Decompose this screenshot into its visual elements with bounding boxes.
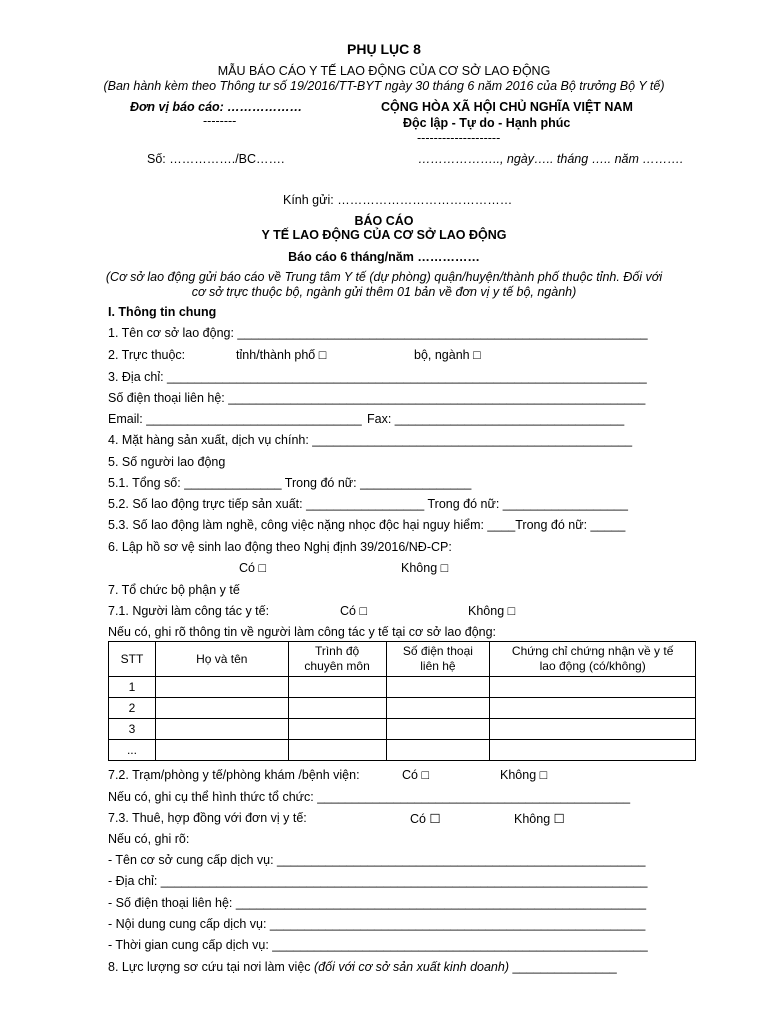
- cell-name[interactable]: [155, 719, 288, 740]
- table-row: [109, 698, 696, 719]
- hygiene-records-label: 6. Lập hồ sơ vệ sinh lao động theo Nghị định 39/2016/NĐ-CP:: [108, 540, 452, 554]
- cell-qualification[interactable]: [288, 677, 386, 698]
- instruction-line-2: cơ sở trực thuộc bộ, ngành gửi thêm 01 bản về đơn vị y tế bộ, ngành): [191, 285, 577, 299]
- email-field[interactable]: Email: _______________________________: [108, 412, 362, 426]
- service-time-field[interactable]: - Thời gian cung cấp dịch vụ: ______________________________________________________: [108, 938, 648, 952]
- cell-phone[interactable]: [386, 698, 490, 719]
- contract-note: Nếu có, ghi rõ:: [108, 832, 190, 846]
- motto-dash: --------------------: [417, 131, 501, 145]
- direct-workers-field[interactable]: 5.2. Số lao động trực tiếp sản xuất: _________________ Trong đó nữ: __________________: [108, 497, 628, 511]
- table-header-row: [109, 642, 696, 677]
- medical-unit-heading: 7. Tổ chức bộ phận y tế: [108, 583, 240, 597]
- issued-note: (Ban hành kèm theo Thông tư số 19/2016/TT-BYT ngày 30 tháng 6 năm 2016 của Bộ trưởng Bộ Y tế): [103, 79, 665, 93]
- instruction-line-1: (Cơ sở lao động gửi báo cáo về Trung tâm Y tế (dự phòng) quận/huyện/thành phố thuộc tỉnh. Đối với: [105, 270, 663, 284]
- row-index: 1: [109, 677, 156, 698]
- contract-no-checkbox[interactable]: Không ☐: [514, 812, 565, 826]
- section-general-info: I. Thông tin chung: [108, 305, 217, 319]
- total-workers-field[interactable]: 5.1. Tổng số: ______________ Trong đó nữ: ________________: [108, 476, 472, 490]
- clinic-form-field[interactable]: Nếu có, ghi cụ thể hình thức tổ chức: _____________________________________________: [108, 790, 631, 804]
- provider-name-field[interactable]: - Tên cơ sở cung cấp dịch vụ: _____________________________________________________: [108, 853, 646, 867]
- col-header-name: Họ và tên: [155, 642, 288, 677]
- medical-staff-note: Nếu có, ghi rõ thông tin về người làm công tác y tế tại cơ sở lao động:: [108, 625, 497, 639]
- document-number: Số: ……………./BC…….: [147, 152, 285, 166]
- row-index: 2: [109, 698, 156, 719]
- phone-field[interactable]: Số điện thoại liên hệ: ____________________________________________________________: [108, 391, 646, 405]
- medical-staff-table: [108, 641, 696, 761]
- medical-staff-no-checkbox[interactable]: Không □: [468, 604, 516, 618]
- place-date: ……………….., ngày….. tháng ….. năm ……….: [418, 152, 684, 166]
- affiliation-province-checkbox[interactable]: tỉnh/thành phố □: [236, 348, 327, 362]
- contract-label: 7.3. Thuê, hợp đồng với đơn vị y tế:: [108, 811, 307, 825]
- motto: Độc lập - Tự do - Hạnh phúc: [403, 116, 571, 130]
- table-row: [109, 677, 696, 698]
- first-aid-scope: (đối với cơ sở sản xuất kinh doanh): [314, 960, 509, 974]
- cell-certificate[interactable]: [490, 677, 696, 698]
- medical-staff-yes-checkbox[interactable]: Có □: [340, 604, 368, 618]
- hygiene-records-yes-checkbox[interactable]: Có □: [239, 561, 267, 575]
- reporter-dash: --------: [203, 114, 237, 128]
- first-aid-blank: _______________: [509, 960, 617, 974]
- cell-qualification[interactable]: [288, 719, 386, 740]
- medical-staff-label: 7.1. Người làm công tác y tế:: [108, 604, 270, 618]
- cell-certificate[interactable]: [490, 698, 696, 719]
- recipient: Kính gửi: ……………………………………: [283, 193, 513, 207]
- report-subtitle: Y TẾ LAO ĐỘNG CỦA CƠ SỞ LAO ĐỘNG: [261, 228, 507, 242]
- products-services-field[interactable]: 4. Mặt hàng sản xuất, dịch vụ chính: ______________________________________________: [108, 433, 633, 447]
- provider-phone-field[interactable]: - Số điện thoại liên hệ: ___________________________________________________________: [108, 896, 647, 910]
- cell-certificate[interactable]: [490, 740, 696, 761]
- cell-name[interactable]: [155, 740, 288, 761]
- report-title: BÁO CÁO: [354, 214, 414, 228]
- cell-phone[interactable]: [386, 677, 490, 698]
- reporter-label: Đơn vị báo cáo: ………………: [130, 100, 303, 114]
- table-row: [109, 740, 696, 761]
- appendix-title: PHỤ LỤC 8: [347, 41, 421, 57]
- fax-field[interactable]: Fax: _________________________________: [367, 412, 625, 426]
- service-content-field[interactable]: - Nội dung cung cấp dịch vụ: ______________________________________________________: [108, 917, 646, 931]
- country-name: CỘNG HÒA XÃ HỘI CHỦ NGHĨA VIỆT NAM: [381, 100, 633, 114]
- cell-phone[interactable]: [386, 719, 490, 740]
- hygiene-records-no-checkbox[interactable]: Không □: [401, 561, 449, 575]
- workers-heading: 5. Số người lao động: [108, 455, 226, 469]
- clinic-yes-checkbox[interactable]: Có □: [402, 768, 430, 782]
- col-header-qualification: Trình độ chuyên môn: [288, 642, 386, 677]
- clinic-no-checkbox[interactable]: Không □: [500, 768, 548, 782]
- col-header-certificate: Chứng chỉ chứng nhận về y tế lao động (có/không): [490, 642, 696, 677]
- hazardous-workers-field[interactable]: 5.3. Số lao động làm nghề, công việc nặng nhọc độc hại nguy hiểm: ____Trong đó nữ: _____: [108, 518, 626, 532]
- affiliation-ministry-checkbox[interactable]: bộ, ngành □: [414, 348, 481, 362]
- clinic-label: 7.2. Trạm/phòng y tế/phòng khám /bệnh viện:: [108, 768, 360, 782]
- row-index: 3: [109, 719, 156, 740]
- cell-certificate[interactable]: [490, 719, 696, 740]
- cell-phone[interactable]: [386, 740, 490, 761]
- cell-qualification[interactable]: [288, 698, 386, 719]
- col-header-phone: Số điện thoại liên hệ: [386, 642, 490, 677]
- first-aid-label: 8. Lực lượng sơ cứu tại nơi làm việc: [108, 960, 315, 974]
- first-aid-field[interactable]: [108, 960, 617, 974]
- cell-name[interactable]: [155, 698, 288, 719]
- report-period: Báo cáo 6 tháng/năm ……………: [288, 250, 480, 264]
- cell-name[interactable]: [155, 677, 288, 698]
- table-row: [109, 719, 696, 740]
- row-index: ...: [109, 740, 156, 761]
- affiliation-label: 2. Trực thuộc:: [108, 348, 186, 362]
- form-title: MẪU BÁO CÁO Y TẾ LAO ĐỘNG CỦA CƠ SỞ LAO ĐỘNG: [217, 64, 551, 78]
- contract-yes-checkbox[interactable]: Có ☐: [410, 812, 441, 826]
- provider-address-field[interactable]: - Địa chỉ: ______________________________________________________________________: [108, 874, 648, 888]
- facility-name-field[interactable]: 1. Tên cơ sở lao động: ___________________________________________________________: [108, 326, 648, 340]
- col-header-stt: STT: [109, 642, 156, 677]
- address-field[interactable]: 3. Địa chỉ: _____________________________________________________________________: [108, 370, 647, 384]
- cell-qualification[interactable]: [288, 740, 386, 761]
